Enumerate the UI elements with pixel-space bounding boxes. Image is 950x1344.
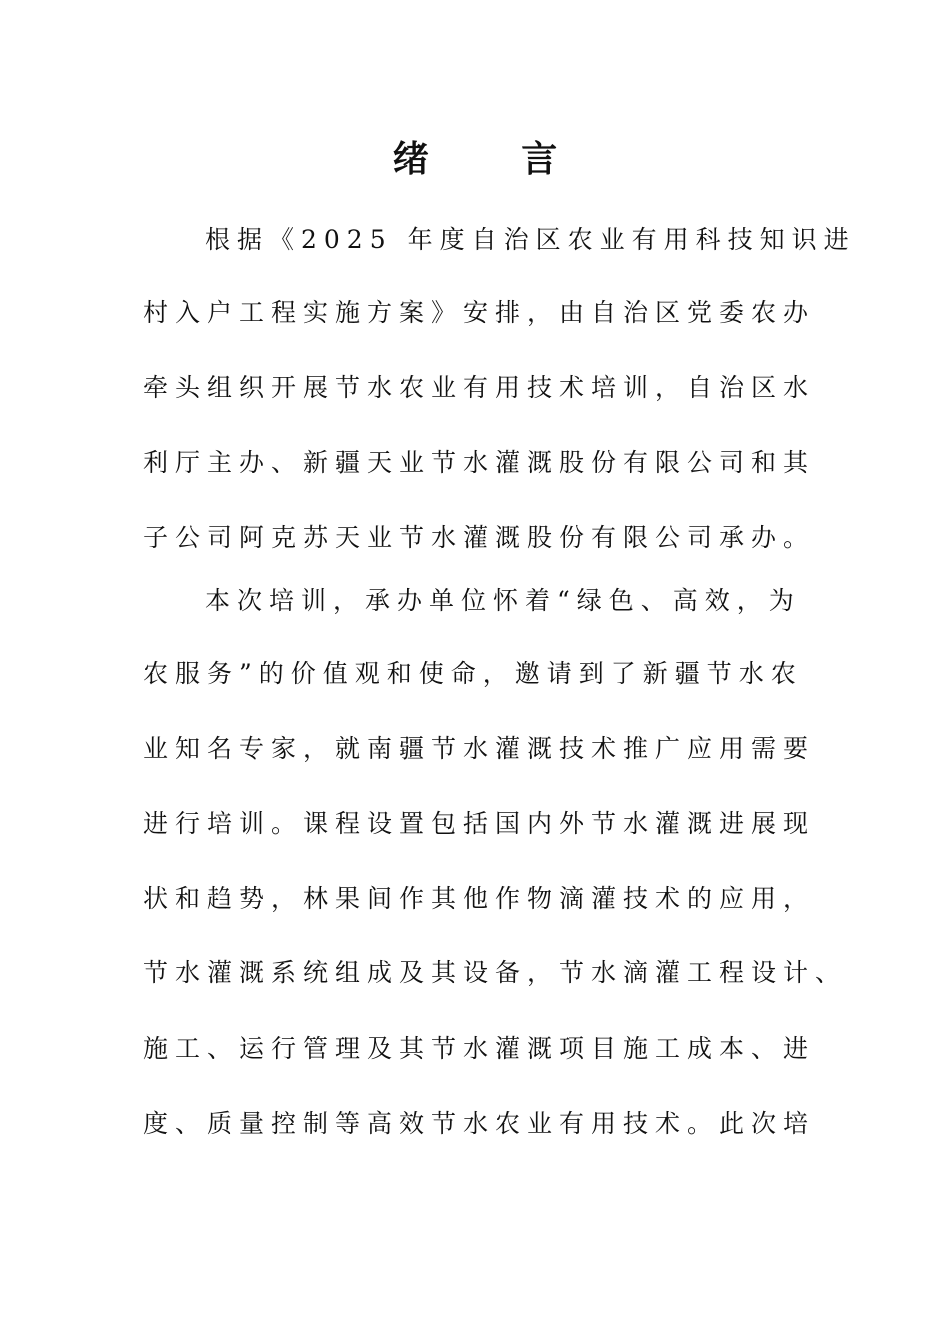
paragraph-line: 利厅主办、新疆天业节水灌溉股份有限公司和其 [143,448,816,477]
paragraph-line: 本次培训，承办单位怀着“绿色、高效，为 [205,586,801,615]
paragraph-line: 牵头组织开展节水农业有用技术培训，自治区水 [143,373,816,402]
paragraph-line: 子公司阿克苏天业节水灌溉股份有限公司承办。 [143,523,816,552]
paragraph-line: 业知名专家，就南疆节水灌溉技术推广应用需要 [143,734,816,763]
paragraph-line: 状和趋势，林果间作其他作物滴灌技术的应用， [143,884,816,913]
paragraph-line: 村入户工程实施方案》安排，由自治区党委农办 [143,298,816,327]
paragraph-line: 农服务”的价值观和使命，邀请到了新疆节水农 [143,659,803,688]
paragraph-line: 施工、运行管理及其节水灌溉项目施工成本、进 [143,1034,816,1063]
paragraph-line: 度、质量控制等高效节水农业有用技术。此次培 [143,1109,816,1138]
paragraph-line: 进行培训。课程设置包括国内外节水灌溉进展现 [143,809,816,838]
page-title: 绪 言 [392,138,598,180]
paragraph-line: 根据《2025 年度自治区农业有用科技知识进 [205,225,856,254]
paragraph-line: 节水灌溉系统组成及其设备，节水滴灌工程设计、 [143,958,848,987]
